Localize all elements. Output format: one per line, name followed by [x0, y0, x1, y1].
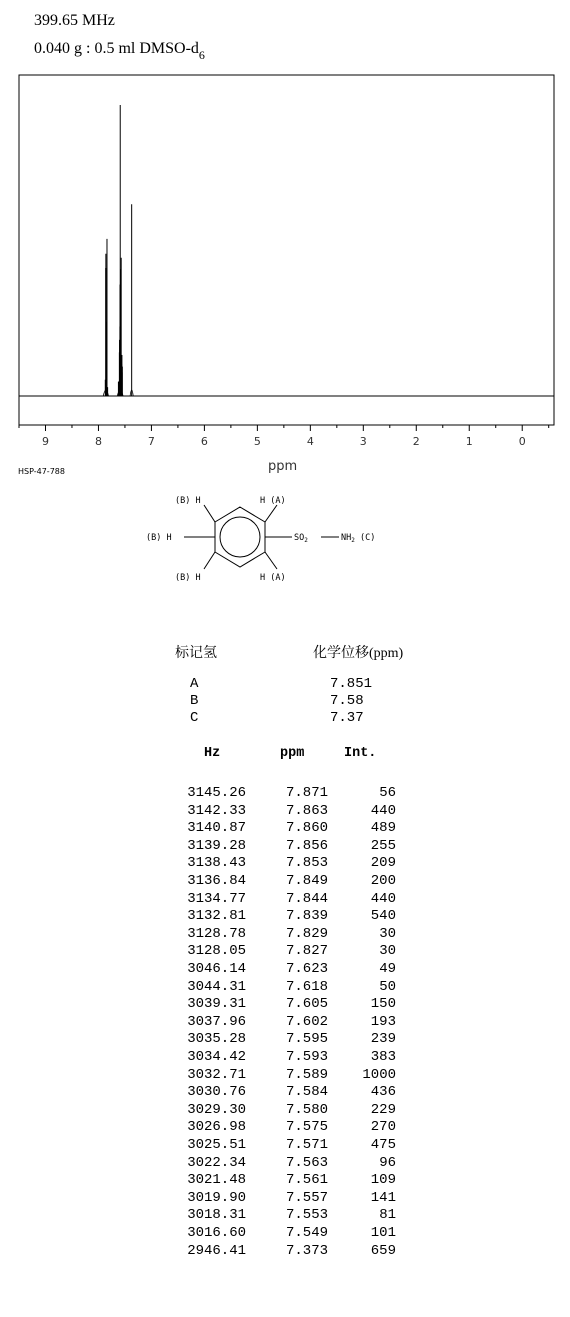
cell-int: 1000: [362, 1066, 396, 1083]
cell-ppm: 7.849: [285, 873, 328, 889]
sample-subscript: 6: [198, 48, 205, 62]
header-ppm: ppm: [280, 746, 305, 761]
cell-hz: 3034.42: [187, 1049, 246, 1065]
x-tick-label: 1: [465, 435, 473, 448]
spectrometer-frequency: 399.65 MHz: [34, 12, 115, 29]
bond-top-left: [204, 505, 215, 522]
chemical-structure: [140, 485, 430, 625]
bond-top-right: [265, 505, 277, 522]
x-tick-label: 3: [359, 435, 367, 448]
cell-ppm: 7.549: [285, 1225, 328, 1241]
spectrum-code: HSP-47-788: [18, 467, 65, 476]
cell-ppm: 7.571: [285, 1137, 328, 1153]
cell-int: 81: [379, 1207, 396, 1224]
cell-hz: 3142.33: [187, 802, 246, 819]
cell-ppm: 7.829: [285, 925, 328, 942]
x-tick-label: 4: [306, 435, 314, 448]
cell-ppm: 7.373: [285, 1242, 328, 1259]
cell-int: 255: [370, 837, 396, 854]
label-b-bottom: (B) H: [175, 573, 201, 583]
cell-hz: 3029.30: [187, 1101, 246, 1118]
cell-hz: 3046.14: [187, 961, 246, 977]
cell-hz: 3032.71: [187, 1066, 246, 1083]
x-tick-label: 0: [518, 435, 526, 448]
cell-ppm: 7.580: [285, 1101, 328, 1118]
cell-ppm: 7.844: [285, 890, 328, 907]
cell-int: 239: [370, 1031, 396, 1048]
cell-ppm: 7.863: [285, 802, 328, 819]
cell-int: 440: [370, 802, 396, 819]
x-axis-label: ppm: [268, 459, 298, 474]
aromatic-circle: [220, 517, 260, 557]
cell-hz: 3140.87: [187, 820, 246, 837]
cell-hz: 3037.96: [187, 1013, 246, 1030]
x-tick-label: 9: [41, 435, 49, 448]
header-hz: Hz: [204, 746, 221, 761]
plot-frame: [19, 75, 554, 425]
cell-int: 229: [370, 1101, 396, 1118]
cell-hz: 3145.26: [187, 785, 246, 801]
cell-int: 475: [370, 1137, 396, 1153]
cell-ppm: 7.561: [285, 1172, 328, 1189]
benzene-ring: [215, 507, 265, 567]
cell-ppm: 7.553: [285, 1207, 328, 1224]
cell-int: 30: [379, 943, 396, 960]
x-tick-label: 6: [200, 435, 208, 448]
cell-int: 150: [370, 996, 396, 1013]
label-b-top: (B) H: [175, 496, 201, 506]
cell-hz: 3044.31: [187, 978, 246, 995]
cell-ppm: 7.623: [285, 961, 328, 977]
cell-ppm: 7.853: [285, 855, 328, 872]
cell-hz: 3128.78: [187, 925, 246, 942]
cell-ppm: 7.595: [285, 1031, 328, 1048]
cell-hz: 3018.31: [187, 1207, 246, 1224]
bond-bottom-left: [204, 552, 215, 569]
cell-int: 659: [370, 1242, 396, 1259]
cell-ppm: 7.860: [285, 820, 328, 837]
label-nh: $NH_2$ (C): [341, 533, 376, 544]
cell-hz: 3022.34: [187, 1154, 246, 1171]
cell-hz: 3026.98: [187, 1119, 246, 1136]
header-chemical-shift: 化学位移(ppm): [313, 646, 404, 661]
sample-text: 0.040 g : 0.5 ml DMSO-d: [34, 40, 199, 57]
cell-ppm: 7.563: [285, 1154, 328, 1171]
x-axis-ticks: [19, 425, 549, 448]
label-so: $SO_2$: [294, 533, 308, 544]
cell-hz: 3035.28: [187, 1031, 246, 1048]
cell-hz: 3139.28: [187, 837, 246, 854]
spectrum-peaks: [19, 105, 554, 396]
header-labeled-h: 标记氢: [175, 646, 217, 661]
cell-int: 383: [370, 1049, 396, 1065]
cell-int: 209: [370, 855, 396, 872]
cell-ppm: 7.856: [285, 837, 328, 854]
cell-ppm: 7.605: [285, 996, 328, 1013]
nmr-spectrum-chart: [0, 0, 570, 470]
x-tick-label: 2: [412, 435, 420, 448]
cell-ppm: 7.871: [285, 785, 328, 801]
cell-int: 540: [370, 908, 396, 925]
x-tick-label: 5: [253, 435, 261, 448]
bond-bottom-right: [265, 552, 277, 569]
cell-ppm: 7.839: [285, 908, 328, 925]
cell-ppm: 7.557: [285, 1189, 328, 1206]
cell-ppm: 7.827: [285, 943, 328, 960]
label-a-bottom: H (A): [260, 573, 286, 583]
cell-hz: 3132.81: [187, 908, 246, 925]
cell-hz: 3134.77: [187, 890, 246, 907]
cell-ppm: 7.602: [285, 1013, 328, 1030]
cell-hz: 3039.31: [187, 996, 246, 1013]
cell-int: 101: [370, 1225, 396, 1241]
cell-hz: 3016.60: [187, 1225, 246, 1241]
x-tick-label: 7: [147, 435, 155, 448]
cell-hz: 3138.43: [187, 855, 246, 872]
cell-int: 200: [370, 873, 396, 889]
cell-ppm: 7.584: [285, 1084, 328, 1101]
cell-ppm: 7.575: [285, 1119, 328, 1136]
cell-int: 50: [379, 978, 396, 995]
cell-int: 436: [370, 1084, 396, 1101]
cell-hz: 3030.76: [187, 1084, 246, 1101]
cell-int: 56: [379, 785, 396, 801]
cell-hz: 3136.84: [187, 873, 246, 889]
cell-int: 30: [379, 925, 396, 942]
cell-ppm: 7.589: [285, 1066, 328, 1083]
x-tick-label: 8: [94, 435, 102, 448]
header-int: Int.: [344, 746, 377, 761]
cell-hz: 3021.48: [187, 1172, 246, 1189]
cell-int: 489: [370, 820, 396, 837]
cell-ppm: 7.593: [285, 1049, 328, 1065]
cell-ppm: 7.618: [285, 978, 328, 995]
cell-int: 270: [370, 1119, 396, 1136]
label-a-top: H (A): [260, 496, 286, 506]
label-b-left: (B) H: [146, 533, 172, 543]
cell-int: 96: [379, 1154, 396, 1171]
cell-int: 49: [379, 961, 396, 977]
cell-int: 440: [370, 890, 396, 907]
cell-hz: 3019.90: [187, 1189, 246, 1206]
cell-int: 193: [370, 1013, 396, 1030]
cell-hz: 3025.51: [187, 1137, 246, 1153]
cell-hz: 2946.41: [187, 1242, 246, 1259]
cell-int: 141: [370, 1189, 396, 1206]
cell-hz: 3128.05: [187, 943, 246, 960]
cell-int: 109: [370, 1172, 396, 1189]
